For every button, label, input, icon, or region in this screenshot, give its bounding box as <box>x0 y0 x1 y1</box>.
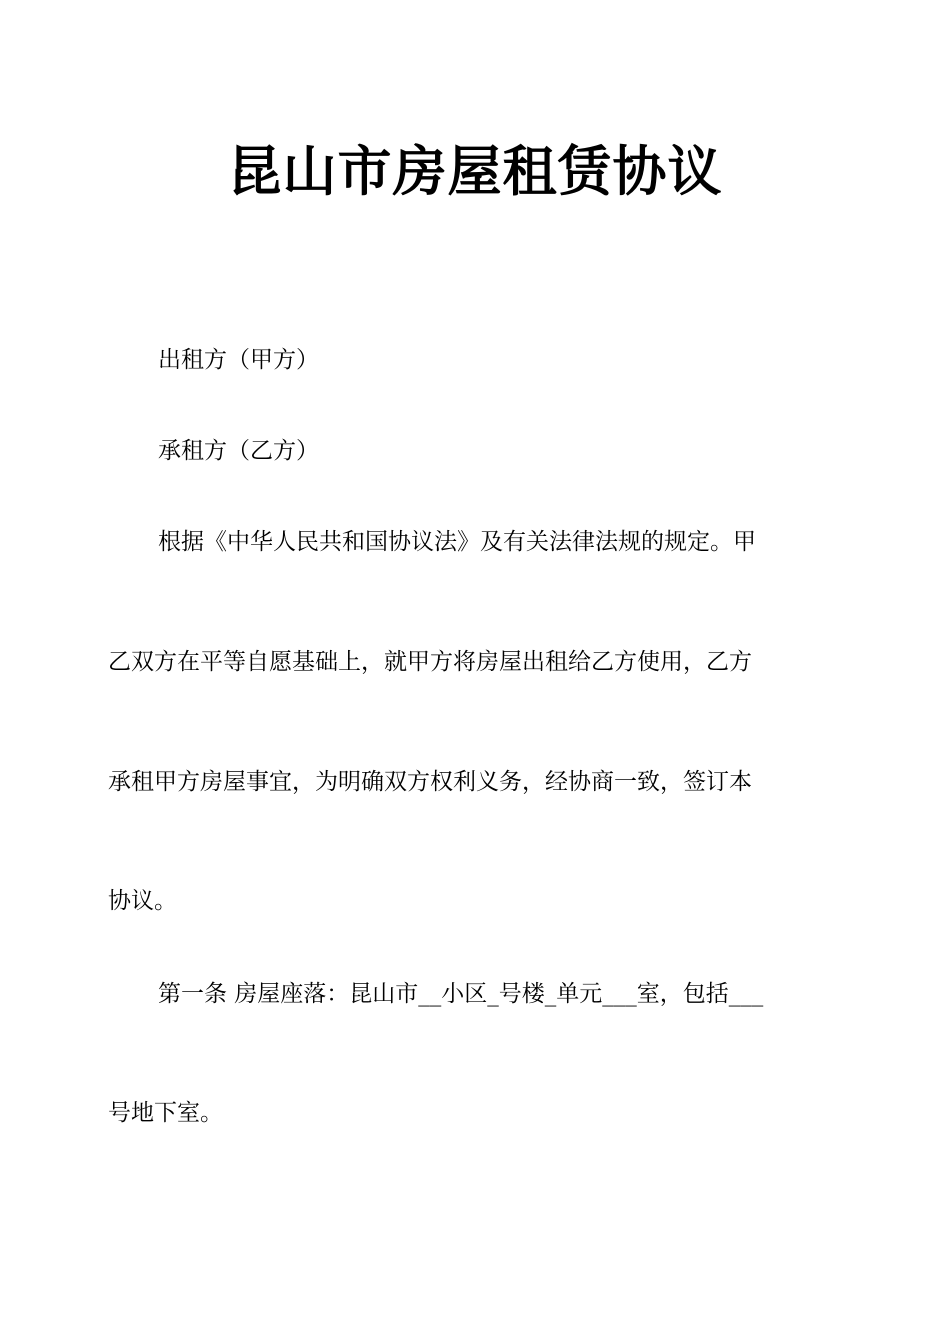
lessor-line: 出租方（甲方） <box>158 347 319 373</box>
preamble-line-2: 乙双方在平等自愿基础上，就甲方将房屋出租给乙方使用，乙方 <box>108 649 752 675</box>
preamble-line-3: 承租甲方房屋事宜，为明确双方权利义务，经协商一致，签订本 <box>108 769 752 795</box>
lessee-line: 承租方（乙方） <box>158 438 319 464</box>
article-1-line-2: 号地下室。 <box>108 1100 223 1126</box>
document-title: 昆山市房屋租赁协议 <box>227 140 723 203</box>
article-1-line-1: 第一条 房屋座落：昆山市__小区_号楼_单元___室，包括___ <box>158 981 764 1007</box>
preamble-line-1: 根据《中华人民共和国协议法》及有关法律法规的规定。甲 <box>158 529 756 555</box>
preamble-line-4: 协议。 <box>108 888 177 914</box>
